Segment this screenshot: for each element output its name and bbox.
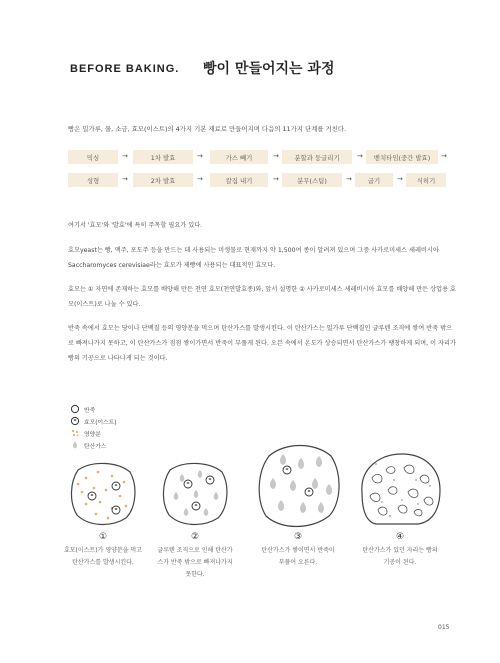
legend-item — [70, 404, 95, 414]
arrow-icon: → — [197, 175, 203, 183]
legend-item — [70, 428, 101, 438]
legend-item — [70, 416, 117, 426]
legend-item — [70, 440, 106, 450]
yeast-icon — [70, 416, 80, 426]
body-paragraph: 반죽 속에서 효모는 당이나 단백질 등의 영양분을 먹으며 탄산가스를 발생시킨다. 이 탄산가스는 밀가루 단백질인 글루텐 조직에 쌓여 반죽 밖으로 빠져나가지 못하고, 이 탄산가스가 점점 쌓이가면서 반죽이 부풀게 된다. 오븐 속에서 온도가 상승되면서 탄산가스가 팽창하게 되며, 이 자리가 빵의 기공으로 나타나게 되는 것이다. — [68, 325, 456, 362]
arrow-icon: → — [397, 175, 403, 183]
process-step: 성형 — [68, 173, 118, 187]
process-step: 분무(스팀) — [282, 173, 342, 187]
arrow-icon: → — [273, 152, 279, 160]
bread-diagram-4 — [356, 448, 444, 530]
gas-icon — [70, 440, 80, 450]
legend-label: 효모(이스트) — [84, 419, 117, 426]
body-paragraph: 효모는 ① 자연에 존재하는 효모를 배양해 만든 천연 효모(천연발효종)와, 앞서 설명한 ② 사카로미세스 세레비시아 효모를 배양해 만든 상업용 효모(이스트)로 나눌 수 있다. — [68, 286, 457, 308]
process-step: 분할과 둥글리기 — [282, 150, 352, 164]
arrow-icon: → — [441, 152, 447, 160]
legend-label: 영양분 — [84, 431, 101, 438]
diagram-number: ④ — [395, 532, 405, 542]
arrow-icon: → — [346, 175, 352, 183]
process-step: 2차 발효 — [133, 173, 193, 187]
arrow-icon: → — [122, 175, 128, 183]
nutrient-icon — [70, 428, 80, 438]
diagram-caption: 탄산가스가 있던 자리는 빵의 기공이 된다. — [362, 547, 438, 566]
diagram-number: ③ — [293, 532, 303, 542]
arrow-icon: → — [197, 152, 203, 160]
dough-icon — [70, 404, 80, 414]
process-step: 믹싱 — [68, 150, 118, 164]
diagram-number: ② — [190, 532, 200, 542]
section-label: BEFORE BAKING. — [70, 63, 180, 75]
arrow-icon: → — [357, 152, 363, 160]
process-step: 칼집 내기 — [210, 173, 268, 187]
page-title: 빵이 만들어지는 과정 — [203, 61, 335, 77]
process-step: 1차 발효 — [133, 150, 193, 164]
dough-diagram-2 — [160, 458, 230, 528]
intro-text: 빵은 밀가루, 물, 소금, 효모(이스트)의 4가지 기본 재료로 만들어지며 다음의 11가지 단계를 거친다. — [68, 125, 347, 133]
body-paragraph: 여기서 '효모'와 '발효'에 특히 주목할 필요가 있다. — [68, 222, 203, 229]
diagram-caption: 탄산가스가 쌓이면서 반죽이 부풀어 오른다. — [261, 547, 335, 566]
legend-label: 탄산가스 — [84, 443, 107, 450]
diagram-caption: 글루텐 조직으로 인해 탄산가스가 반죽 밖으로 빠져나가지 못한다. — [157, 547, 233, 578]
page-number: 015 — [438, 624, 450, 631]
arrow-icon: → — [122, 152, 128, 160]
body-paragraph: 효모yeast는 빵, 맥주, 포도주 등을 만드는 데 사용되는 미생물로 현재까지 약 1,500여 종이 알려져 있으며 그중 사카로미세스 세레비시아Saccharomyces cerevisiae라는 효모가 제빵에 사용되는 대표적인 효모다. — [68, 247, 439, 269]
dough-diagram-3 — [255, 440, 341, 528]
dough-diagram-1 — [68, 458, 138, 528]
arrow-icon: → — [273, 175, 279, 183]
diagram-caption: 효모(이스트)가 영양분을 먹고 탄산가스를 발생시킨다. — [63, 547, 143, 566]
diagram-number: ① — [98, 532, 108, 542]
process-step: 식히기 — [406, 173, 446, 187]
legend-label: 반죽 — [84, 407, 96, 414]
process-step: 굽기 — [355, 173, 393, 187]
process-step: 벤치타임(중간 발효) — [366, 150, 438, 164]
process-step: 가스 빼기 — [210, 150, 268, 164]
